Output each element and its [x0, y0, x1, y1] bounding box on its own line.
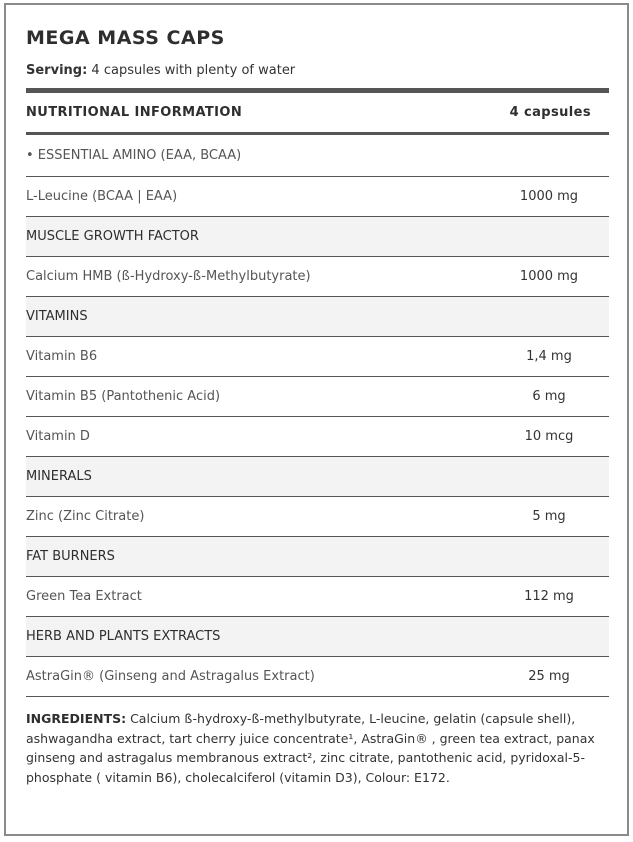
row-value: 25 mg [528, 669, 570, 684]
ingredients-text: Calcium ß-hydroxy-ß-methylbutyrate, L-leucine, gelatin (capsule shell), ashwagandha extract, tart cherry juice concentrate¹, AstraGin® , green tea extract, panax ginseng and astragalus membranous extract², zinc citrate, pantothenic acid, pyridoxal-5-phosphate ( vitamin B6), cholecalciferol (vitamin D3), Colour: E172. [26, 711, 595, 785]
section-row [26, 217, 609, 257]
section-row [26, 617, 609, 657]
ingredients-block [26, 709, 611, 787]
section-row [26, 297, 609, 337]
table-row [26, 177, 609, 217]
row-label: MUSCLE GROWTH FACTOR [26, 229, 199, 244]
row-value: 5 mg [532, 509, 566, 524]
row-label: VITAMINS [26, 309, 88, 324]
row-value: 6 mg [532, 389, 566, 404]
table-header [26, 93, 609, 135]
row-value: 112 mg [524, 589, 574, 604]
section-row [26, 537, 609, 577]
row-label: Calcium HMB (ß-Hydroxy-ß-Methylbutyrate) [26, 269, 311, 284]
table-header-left: NUTRITIONAL INFORMATION [26, 105, 243, 120]
row-label: L-Leucine (BCAA | EAA) [26, 189, 178, 204]
nutrition-table [26, 88, 609, 697]
section-row [26, 457, 609, 497]
row-label: Vitamin B6 [26, 349, 98, 364]
table-row [26, 657, 609, 697]
row-label: Vitamin D [26, 429, 90, 444]
row-label: Zinc (Zinc Citrate) [26, 509, 145, 524]
row-label: HERB AND PLANTS EXTRACTS [26, 629, 221, 644]
ingredients-label: INGREDIENTS: [26, 711, 127, 726]
table-header-right: 4 capsules [509, 105, 591, 120]
table-row [26, 337, 609, 377]
row-label: AstraGin® (Ginseng and Astragalus Extract) [26, 669, 315, 684]
row-value: 1,4 mg [526, 349, 572, 364]
serving-info [26, 63, 295, 78]
table-row [26, 257, 609, 297]
table-row [26, 497, 609, 537]
table-body [26, 135, 609, 697]
row-label: Vitamin B5 (Pantothenic Acid) [26, 389, 221, 404]
row-label: MINERALS [26, 469, 92, 484]
row-label: • ESSENTIAL AMINO (EAA, BCAA) [26, 148, 242, 163]
row-label: Green Tea Extract [26, 589, 142, 604]
section-row [26, 135, 609, 177]
serving-text: 4 capsules with plenty of water [91, 63, 296, 78]
table-row [26, 417, 609, 457]
serving-label: Serving: [26, 63, 88, 78]
row-value: 1000 mg [519, 189, 579, 204]
table-row [26, 377, 609, 417]
row-label: FAT BURNERS [26, 549, 115, 564]
product-title: MEGA MASS CAPS [26, 27, 225, 49]
row-value: 10 mcg [524, 429, 574, 444]
table-row [26, 577, 609, 617]
nutrition-panel [4, 3, 629, 836]
row-value: 1000 mg [519, 269, 579, 284]
